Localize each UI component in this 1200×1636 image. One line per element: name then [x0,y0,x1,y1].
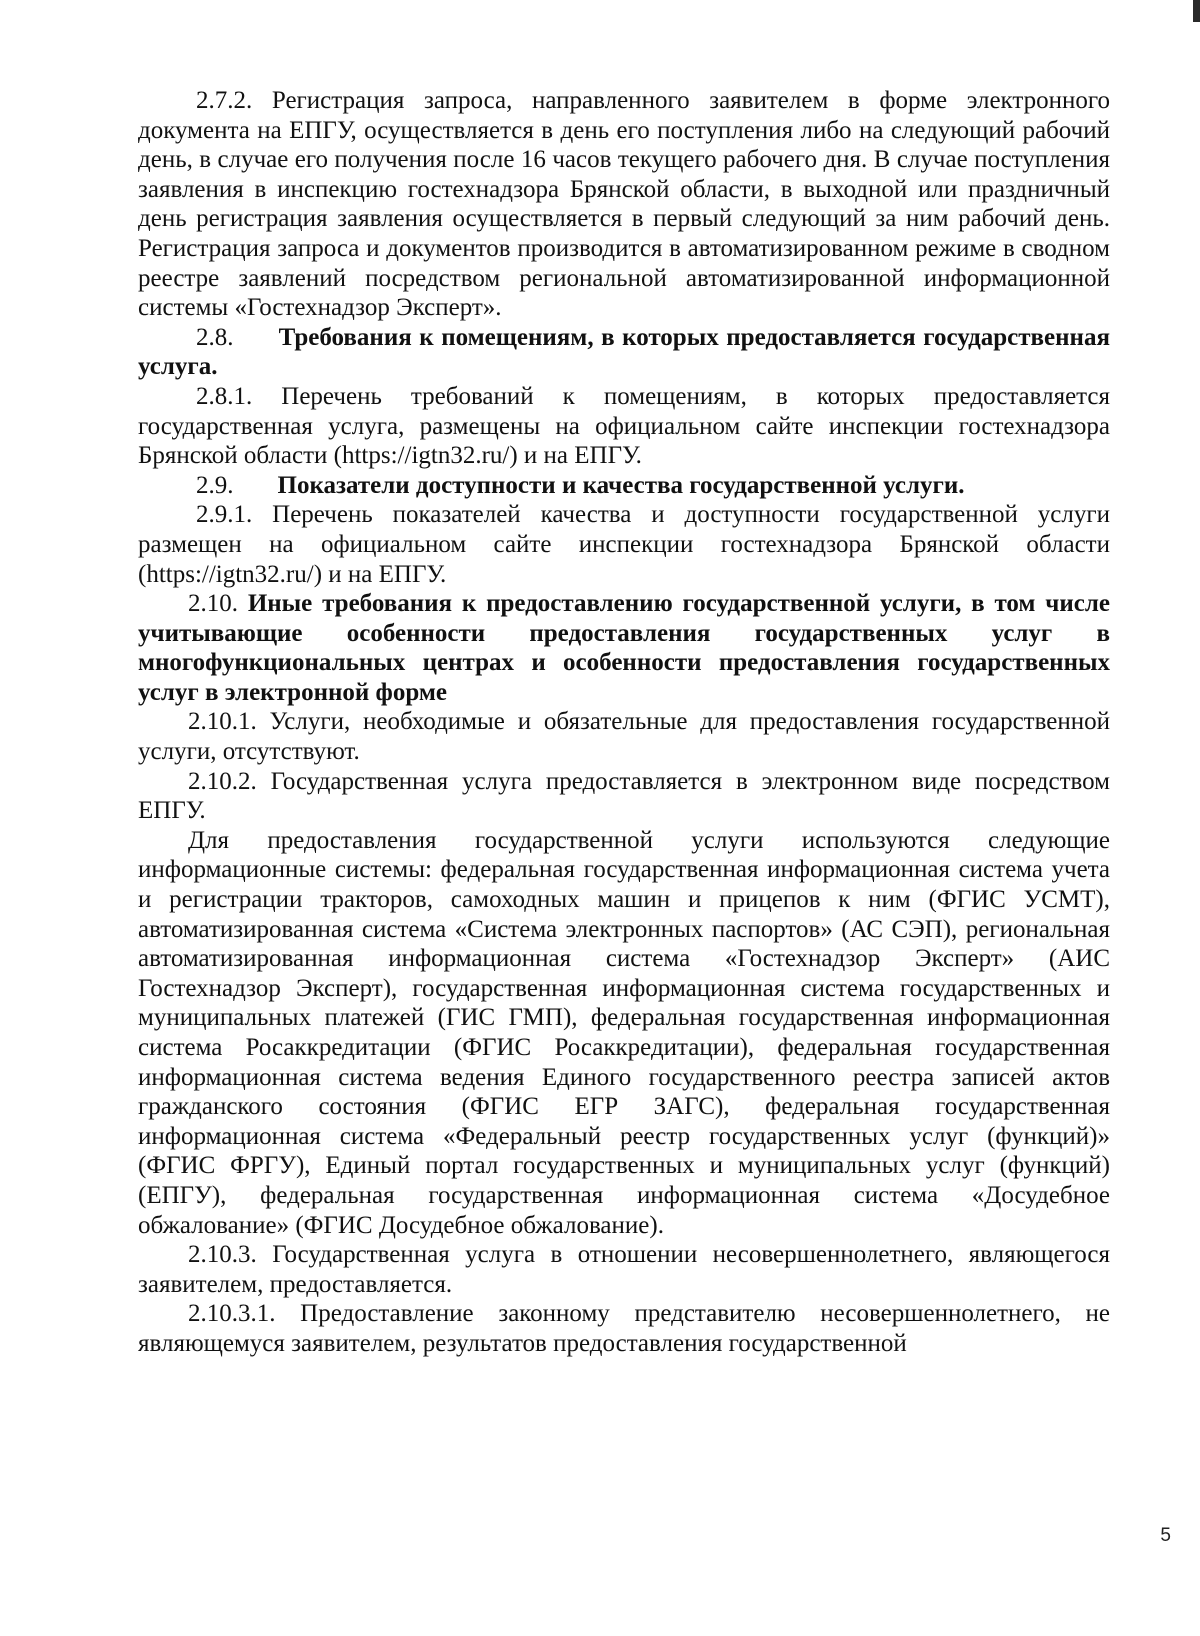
document-body [138,86,1110,1359]
heading-text: Показатели доступности и качества государственной услуги. [277,471,965,499]
scan-edge-mark [1193,0,1200,22]
heading-2-9 [138,471,1110,501]
paragraph-2-8-1: 2.8.1. Перечень требований к помещениям, в которых предоставляется государственная услуга, размещены на официальном сайте инспекции гостехнадзора Брянской области (https://igtn32.ru/) и на ЕПГУ. [138,382,1110,470]
paragraph-2-10-3-1: 2.10.3.1. Предоставление законному представителю несовершеннолетнего, не являющемуся заявителем, результатов предоставления государственной [138,1300,1110,1357]
heading-number: 2.9. [196,471,234,499]
paragraph-information-systems: Для предоставления государственной услуги используются следующие информационные системы: федеральная государственная информационная система учета и регистрации тракторов, самоходных машин и прицепов к ним (ФГИС УСМТ), автоматизированная система «Система электронных паспортов» (АС СЭП), региональная автоматизированная информационная система «Гостехнадзор Эксперт» (АИС Гостехнадзор Эксперт), государственная информационная система государственных и муниципальных платежей (ГИС ГМП), федеральная государственная информационная система Росаккредитации (ФГИС Росаккредитации), федеральная государственная информационная система ведения Единого государственного реестра записей актов гражданского состояния (ФГИС ЕГР ЗАГС), федеральная государственная информационная система «Федеральный реестр государственных услуг (функций)» (ФГИС ФРГУ), Единый портал государственных и муниципальных услуг (функций) (ЕПГУ), федеральная государственная информационная система «Досудебное обжалование» (ФГИС Досудебное обжалование). [138,826,1110,1239]
paragraph-2-10-2: 2.10.2. Государственная услуга предоставляется в электронном виде посредством ЕПГУ. [138,767,1110,825]
heading-number: 2.10. [188,590,238,618]
heading-text: Требования к помещениям, в которых предоставляется государственная услуга. [138,323,1110,381]
page-number: 5 [1160,1525,1171,1546]
heading-2-8 [138,323,1110,382]
paragraph-2-9-1: 2.9.1. Перечень показателей качества и доступности государственной услуги размещен на официальном сайте инспекции гостехнадзора Брянской области (https://igtn32.ru/) и на ЕПГУ. [138,501,1110,588]
paragraph-2-10-1: 2.10.1. Услуги, необходимые и обязательные для предоставления государственной услуги, отсутствуют. [138,708,1110,766]
heading-number: 2.8. [196,323,234,351]
paragraph-2-10-3: 2.10.3. Государственная услуга в отношении несовершеннолетнего, являющегося заявителем, предоставляется. [138,1241,1110,1298]
heading-text: Иные требования к предоставлению государственной услуги, в том числе учитывающие особенности предоставления государственных услуг в многофункциональных центрах и особенности предоставления государственных услуг в электронной форме [138,590,1110,706]
heading-2-10 [138,589,1110,707]
paragraph-2-7-2: 2.7.2. Регистрация запроса, направленного заявителем в форме электронного документа на ЕПГУ, осуществляется в день его поступления либо на следующий рабочий день, в случае его получения после 16 часов текущего рабочего дня. В случае поступления заявления в инспекцию гостехнадзора Брянской области, в выходной или праздничный день регистрация заявления осуществляется в первый следующий за ним рабочий день. Регистрация запроса и документов производится в автоматизированном режиме в сводном реестре заявлений посредством региональной автоматизированной информационной системы «Гостехнадзор Эксперт». [138,87,1110,322]
